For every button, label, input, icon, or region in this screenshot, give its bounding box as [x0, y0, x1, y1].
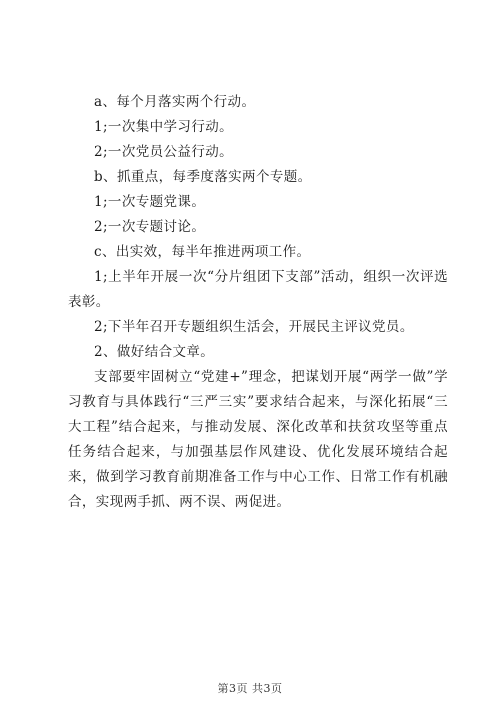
page-footer: 第3页 共3页	[217, 682, 283, 695]
paragraph-item-c-2: 2;下半年召开专题组织生活会，开展民主评议党员。	[94, 319, 414, 335]
paragraph-item-a: a、每个月落实两个行动。	[94, 94, 256, 110]
paragraph-item-a-1: 1;一次集中学习行动。	[94, 119, 234, 135]
paragraph-item-a-2: 2;一次党员公益行动。	[94, 144, 234, 160]
paragraph-item-b: b、抓重点，每季度落实两个专题。	[94, 169, 312, 185]
paragraph-item-c-1: 1;上半年开展一次“分片组团下支部”活动，组织一次评选表彰。	[68, 269, 448, 310]
body-paragraph: 支部要牢固树立“党建+”理念，把谋划开展“两学一做”学习教育与具体践行“三严三实”要求结合起来，与深化拓展“三大工程”结合起来，与推动发展、深化改革和扶贫攻坚等重点任务结合起来，与加强基层作风建设、优化发展环境结合起来，做到学习教育前期准备工作与中心工作、日常工作有机融合，实现两手抓、两不误、两促进。	[68, 369, 448, 510]
paragraph-item-b-1: 1;一次专题党课。	[94, 194, 206, 210]
paragraph-item-b-2: 2;一次专题讨论。	[94, 219, 206, 235]
document-body	[68, 90, 448, 515]
paragraph-item-c: c、出实效，每半年推进两项工作。	[94, 244, 311, 260]
section-heading: 2、做好结合文章。	[94, 344, 215, 360]
